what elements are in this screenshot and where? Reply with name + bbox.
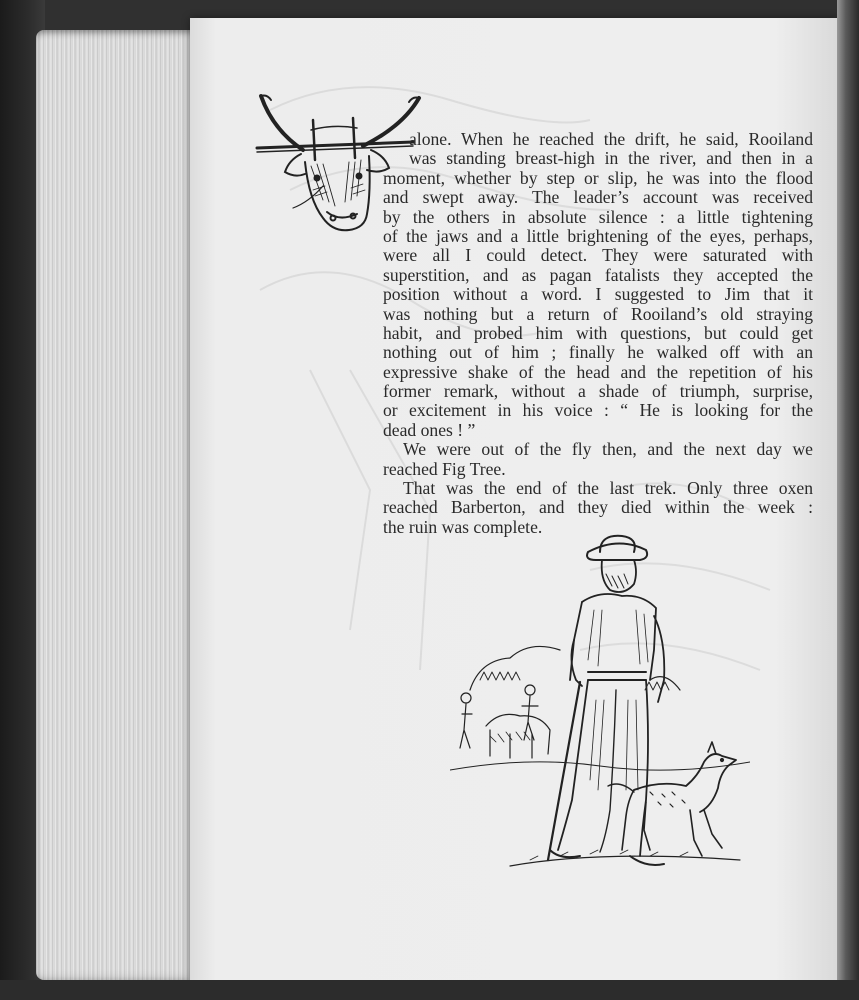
text-line: habit, and probed him with questions, but could get xyxy=(383,323,813,343)
book-cover-right xyxy=(837,0,859,1000)
book-bottom-shadow xyxy=(0,980,859,1000)
text-line: by the others in absolute silence : a little tightening xyxy=(383,207,813,227)
body-text xyxy=(383,130,813,537)
text-line: was nothing but a return of Rooiland’s old straying xyxy=(383,304,813,324)
text-line: alone. When he reached the drift, he said, Rooiland xyxy=(409,130,813,149)
text-line: dead ones ! ” xyxy=(383,420,476,440)
text-line: and swept away. The leader’s account was received xyxy=(383,188,813,208)
text-line: reached Barberton, and they died within the week : xyxy=(383,498,813,518)
text-line: moment, whether by step or slip, he was into the flood xyxy=(383,168,813,188)
text-line: We were out of the fly then, and the next day we xyxy=(403,440,813,460)
page-edges xyxy=(36,30,198,980)
man-and-dog-illustration xyxy=(450,530,750,890)
text-line: was standing breast-high in the river, and then in a xyxy=(409,149,813,169)
text-line: nothing out of him ; finally he walked off with an xyxy=(383,343,813,363)
paragraph-2 xyxy=(383,440,813,479)
text-line: former remark, without a shade of triumph, surprise, xyxy=(383,382,813,402)
text-line: That was the end of the last trek. Only three oxen xyxy=(403,479,813,499)
text-line: position without a word. I suggested to Jim that it xyxy=(383,285,813,305)
text-line: were all I could detect. They were saturated with xyxy=(383,246,813,266)
text-line: the ruin was complete. xyxy=(383,517,543,537)
text-line: reached Fig Tree. xyxy=(383,459,506,479)
text-line: or excitement in his voice : “ He is looking for the xyxy=(383,401,813,421)
paragraph-3 xyxy=(383,479,813,537)
text-line: superstition, and as pagan fatalists they accepted the xyxy=(383,265,813,285)
paragraph-1 xyxy=(383,130,813,440)
text-line: of the jaws and a little brightening of the eyes, perhaps, xyxy=(383,226,813,246)
text-line: expressive shake of the head and the repetition of his xyxy=(383,362,813,382)
